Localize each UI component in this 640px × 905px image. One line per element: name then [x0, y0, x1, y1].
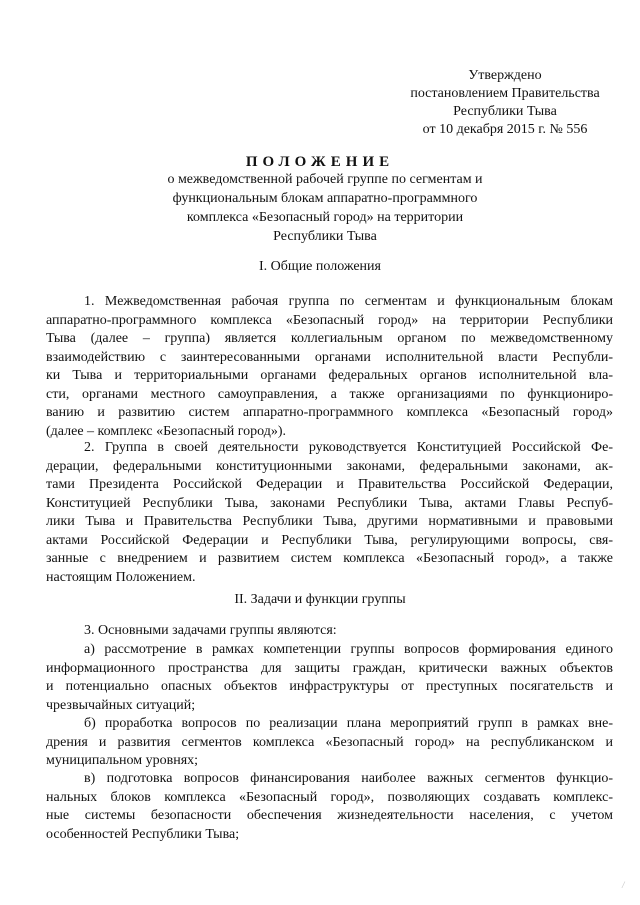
text-line: 1. Межведомственная рабочая группа по сегментам и функциональным блокам [84, 294, 613, 309]
text-line: и потенциально опасных объектов инфраструктуры от преступных посягательств и [46, 679, 613, 694]
text-line: настоящим Положением. [46, 569, 196, 585]
text-line: особенностей Республики Тыва; [46, 826, 240, 842]
section-heading-general: I. Общие положения [259, 259, 381, 274]
approval-line: Республики Тыва [453, 104, 557, 119]
text-line: лики Тыва и Правительства Республики Тыва, другими нормативными и правовыми [46, 514, 613, 529]
item-a [46, 641, 613, 715]
text-line: ные системы безопасности обеспечения жизнедеятельности населения, с учетом [46, 808, 613, 823]
text-line: аппаратно-программного комплекса «Безопасный город» на территории Республики [46, 312, 613, 328]
text-line: дерации, федеральными конституционными законами, федеральными законами, ак- [46, 458, 613, 474]
text-line: муниципальном уровнях; [46, 753, 199, 768]
text-line: актами Российской Федерации и Республики Тыва, регулирующими вопросы, свя- [46, 532, 613, 548]
subtitle-line: функциональным блокам аппаратно-программного [172, 191, 478, 206]
paragraph-2 [46, 439, 613, 587]
approval-line: постановлением Правительства [410, 86, 600, 101]
text-line: Тыва (далее – группа) является коллегиальным органом по межведомственному [46, 331, 613, 346]
text-line: б) проработка вопросов по реализации плана мероприятий групп в рамках вне- [84, 716, 613, 731]
paragraph-3 [46, 622, 613, 641]
text-line: занные с внедрением и развитием систем комплекса «Безопасный город», а также [46, 551, 613, 566]
approval-line: от 10 декабря 2015 г. № 556 [422, 122, 588, 137]
subtitle-line: Республики Тыва [273, 229, 377, 244]
text-line: тами Президента Российской Федерации и Правительства Российской Федерации, [46, 477, 613, 492]
text-line: дрения и развития сегментов комплекса «Безопасный город» на республиканском и [46, 734, 613, 750]
text-line: (далее – комплекс «Безопасный город»). [46, 423, 287, 439]
document-title: ПОЛОЖЕНИЕ [245, 154, 395, 170]
paragraph-1 [46, 293, 613, 441]
subtitle-line: о межведомственной рабочей группе по сегментам и [167, 172, 483, 187]
text-line: ванию и развитию систем аппаратно-программного комплекса «Безопасный город» [46, 405, 613, 420]
text-line: в) подготовка вопросов финансирования наиболее важных сегментов функцио- [84, 771, 613, 786]
text-line: сти, органами местного самоуправления, а также организациями по функциониро- [46, 386, 613, 402]
text-line: Конституцией Республики Тыва, законами Республики Тыва, актами Главы Респуб- [46, 495, 613, 511]
text-line: ки Тыва и территориальными органами федеральных органов исполнительной вла- [46, 368, 613, 383]
text-line: 3. Основными задачами группы являются: [84, 623, 337, 638]
text-line: информационного пространства для защиты граждан, критически важных объектов [46, 660, 613, 676]
approval-stamp [400, 67, 610, 139]
item-b [46, 715, 613, 771]
section-heading-tasks: II. Задачи и функции группы [234, 592, 406, 607]
text-line: чрезвычайных ситуаций; [46, 697, 196, 713]
text-line: нальных блоков комплекса «Безопасный город», позволяющих создавать комплекс- [46, 789, 613, 805]
scan-mark: / [622, 880, 625, 890]
text-line: взаимодействию с заинтересованными органами исполнительной власти Республи- [46, 349, 613, 365]
subtitle-line: комплекса «Безопасный город» на территории [186, 210, 464, 225]
approval-line: Утверждено [468, 68, 542, 83]
text-line: а) рассмотрение в рамках компетенции группы вопросов формирования единого [84, 642, 613, 657]
document-subtitle [120, 170, 530, 246]
text-line: 2. Группа в своей деятельности руководствуется Конституцией Российской Фе- [84, 440, 613, 455]
item-c [46, 770, 613, 844]
